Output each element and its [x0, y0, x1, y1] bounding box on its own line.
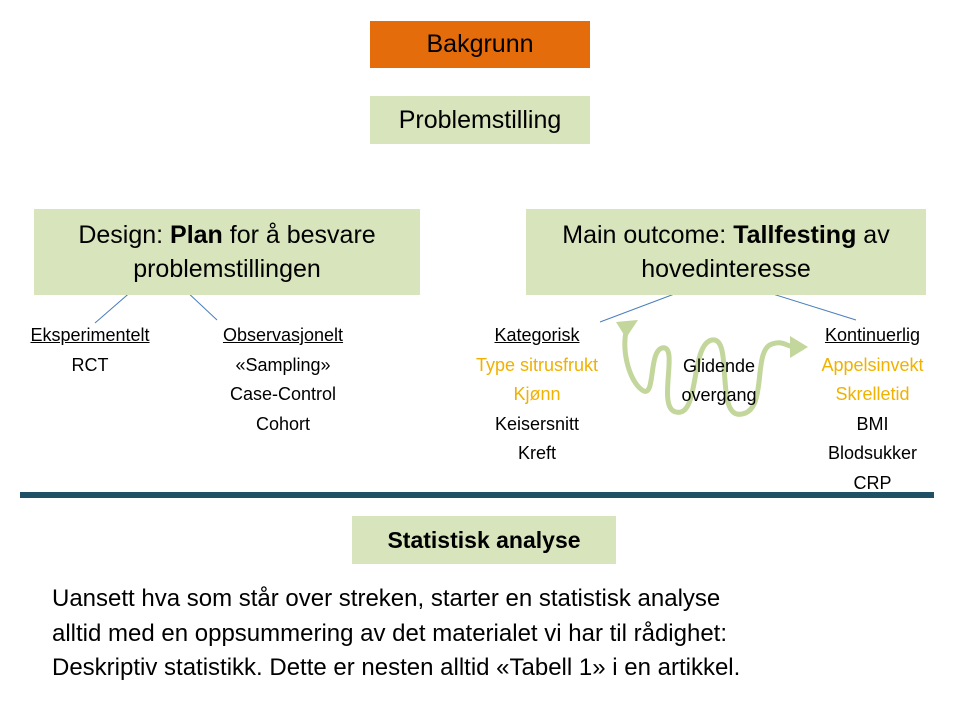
- categorical-header: Kategorisk: [494, 325, 580, 345]
- continuous-column: [800, 321, 945, 498]
- summary-paragraph: [52, 582, 952, 686]
- observational-item: Case-Control: [229, 384, 337, 404]
- experimental-item: RCT: [71, 354, 109, 375]
- continuous-header: Kontinuerlig: [824, 325, 921, 345]
- continuous-item: Blodsukker: [827, 443, 918, 463]
- continuous-highlight-item: Appelsinvekt: [821, 354, 924, 375]
- statistical-analysis-label: Statistisk analyse: [387, 526, 581, 553]
- design-line1: [78, 218, 375, 252]
- outcome-prefix: Main outcome:: [562, 221, 734, 249]
- design-line2: problemstillingen: [133, 255, 321, 283]
- observational-header: Observasjonelt: [222, 325, 344, 345]
- design-prefix: Design:: [78, 221, 171, 249]
- main-outcome-box: [526, 209, 926, 295]
- divider-rule: [20, 492, 934, 498]
- outcome-suffix: av: [856, 221, 890, 249]
- categorical-item: Kreft: [517, 443, 556, 463]
- observational-item: Cohort: [255, 413, 311, 434]
- outcome-line2: hovedinteresse: [641, 255, 811, 283]
- continuous-item: BMI: [856, 413, 889, 434]
- transition-line1: Glidende: [682, 356, 756, 376]
- summary-line: Deskriptiv statistikk. Dette er nesten alltid «Tabell 1» i en artikkel.: [52, 654, 741, 681]
- summary-line: Uansett hva som står over streken, starter en statistisk analyse: [52, 585, 721, 612]
- statistical-analysis-box: [352, 516, 616, 564]
- design-suffix: for å besvare: [222, 221, 376, 249]
- background-label: Bakgrunn: [426, 30, 534, 58]
- design-box: [34, 209, 420, 295]
- observational-item: «Sampling»: [235, 354, 331, 375]
- transition-line2: overgang: [681, 385, 757, 405]
- experimental-column: [10, 321, 170, 380]
- problem-statement-box: [370, 96, 590, 144]
- categorical-item: Keisersnitt: [494, 413, 580, 434]
- categorical-highlight-item: Type sitrusfrukt: [475, 354, 599, 375]
- observational-column: [198, 321, 368, 439]
- summary-line: alltid med en oppsummering av det materialet vi har til rådighet:: [52, 619, 727, 647]
- design-bold: Plan: [170, 221, 223, 249]
- experimental-header: Eksperimentelt: [30, 325, 150, 345]
- continuous-item: CRP: [853, 472, 892, 493]
- categorical-column: [452, 321, 622, 469]
- outcome-bold: Tallfesting: [733, 221, 857, 249]
- outcome-line1: [562, 218, 889, 252]
- continuous-highlight-item: Skrelletid: [835, 384, 910, 404]
- background-box: [370, 21, 590, 68]
- categorical-highlight-item: Kjønn: [513, 384, 561, 404]
- transition-label: [664, 352, 774, 410]
- problem-statement-label: Problemstilling: [398, 105, 562, 134]
